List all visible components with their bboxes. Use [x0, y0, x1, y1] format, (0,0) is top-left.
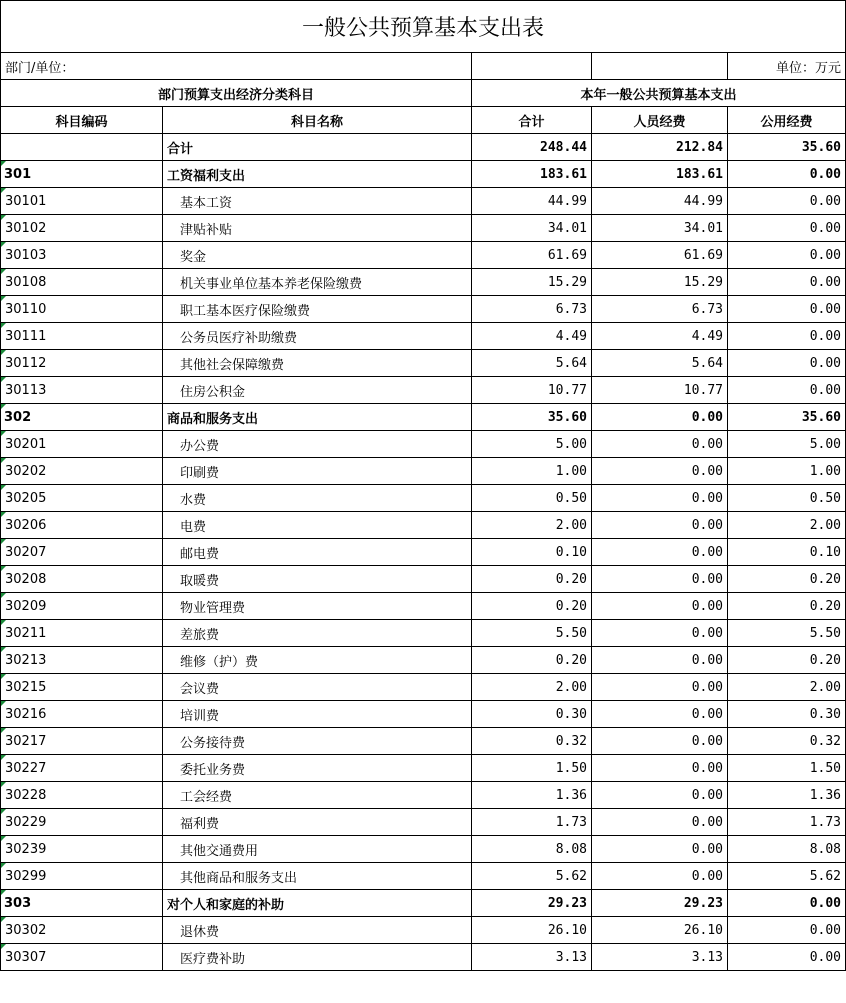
- cell-code: 30205: [1, 485, 163, 512]
- cell-total: 0.20: [472, 566, 592, 593]
- cell-public: 1.50: [728, 755, 846, 782]
- cell-personnel: 0.00: [592, 539, 728, 566]
- cell-code: 30213: [1, 647, 163, 674]
- table-row: [1, 323, 846, 350]
- page-title: 一般公共预算基本支出表: [1, 1, 846, 53]
- cell-total: 5.00: [472, 431, 592, 458]
- table-row: [1, 161, 846, 188]
- cell-public: 0.50: [728, 485, 846, 512]
- cell-total: 2.00: [472, 512, 592, 539]
- cell-personnel: 0.00: [592, 755, 728, 782]
- table-row: [1, 485, 846, 512]
- cell-personnel: 0.00: [592, 404, 728, 431]
- cell-public: 0.30: [728, 701, 846, 728]
- cell-name: 其他商品和服务支出: [163, 863, 472, 890]
- table-row: [1, 296, 846, 323]
- table-row: [1, 242, 846, 269]
- cell-code: 30110: [1, 296, 163, 323]
- cell-total: 8.08: [472, 836, 592, 863]
- cell-public: 1.00: [728, 458, 846, 485]
- cell-personnel: 6.73: [592, 296, 728, 323]
- cell-code: 30228: [1, 782, 163, 809]
- cell-public: 0.00: [728, 161, 846, 188]
- table-row: [1, 944, 846, 971]
- cell-total: 4.49: [472, 323, 592, 350]
- cell-name: 奖金: [163, 242, 472, 269]
- cell-personnel: 10.77: [592, 377, 728, 404]
- cell-code: 30209: [1, 593, 163, 620]
- table-row: [1, 620, 846, 647]
- cell-code: 30216: [1, 701, 163, 728]
- table-row: [1, 269, 846, 296]
- cell-name: 邮电费: [163, 539, 472, 566]
- cell-public: 0.00: [728, 917, 846, 944]
- cell-code: 30207: [1, 539, 163, 566]
- cell-code: 30103: [1, 242, 163, 269]
- cell-total: 0.50: [472, 485, 592, 512]
- cell-code: 302: [1, 404, 163, 431]
- cell-code: 30215: [1, 674, 163, 701]
- cell-code: 30108: [1, 269, 163, 296]
- cell-total: 2.00: [472, 674, 592, 701]
- cell-code: 30111: [1, 323, 163, 350]
- cell-total: 5.62: [472, 863, 592, 890]
- cell-name: 会议费: [163, 674, 472, 701]
- cell-personnel: 0.00: [592, 512, 728, 539]
- table-row: [1, 701, 846, 728]
- cell-public: 0.00: [728, 188, 846, 215]
- cell-total: 1.73: [472, 809, 592, 836]
- cell-total: 61.69: [472, 242, 592, 269]
- cell-total: 3.13: [472, 944, 592, 971]
- cell-code: 30307: [1, 944, 163, 971]
- cell-total: 44.99: [472, 188, 592, 215]
- cell-personnel: 0.00: [592, 458, 728, 485]
- group-header-right: 本年一般公共预算基本支出: [472, 80, 846, 107]
- cell-name: 办公费: [163, 431, 472, 458]
- cell-personnel: 212.84: [592, 134, 728, 161]
- cell-code: 30112: [1, 350, 163, 377]
- cell-total: 6.73: [472, 296, 592, 323]
- cell-total: 35.60: [472, 404, 592, 431]
- table-row: [1, 431, 846, 458]
- cell-total: 0.30: [472, 701, 592, 728]
- cell-public: 0.00: [728, 215, 846, 242]
- cell-public: 2.00: [728, 512, 846, 539]
- cell-total: 0.20: [472, 593, 592, 620]
- table-row: [1, 377, 846, 404]
- cell-public: 0.00: [728, 242, 846, 269]
- cell-personnel: 183.61: [592, 161, 728, 188]
- cell-code: 30302: [1, 917, 163, 944]
- cell-personnel: 0.00: [592, 647, 728, 674]
- cell-total: 1.36: [472, 782, 592, 809]
- cell-public: 0.00: [728, 350, 846, 377]
- cell-name: 对个人和家庭的补助: [163, 890, 472, 917]
- cell-code: 30229: [1, 809, 163, 836]
- cell-total: 0.10: [472, 539, 592, 566]
- cell-personnel: 5.64: [592, 350, 728, 377]
- column-header-name: 科目名称: [163, 107, 472, 134]
- table-row: [1, 890, 846, 917]
- cell-personnel: 15.29: [592, 269, 728, 296]
- cell-total: 34.01: [472, 215, 592, 242]
- cell-code: [1, 134, 163, 161]
- table-row: [1, 647, 846, 674]
- cell-personnel: 0.00: [592, 782, 728, 809]
- cell-code: 303: [1, 890, 163, 917]
- cell-name: 商品和服务支出: [163, 404, 472, 431]
- cell-code: 30239: [1, 836, 163, 863]
- cell-public: 5.50: [728, 620, 846, 647]
- column-header-total: 合计: [472, 107, 592, 134]
- table-row: [1, 404, 846, 431]
- group-header-left: 部门预算支出经济分类科目: [1, 80, 472, 107]
- table-row: [1, 674, 846, 701]
- unit-label: 单位：万元: [728, 53, 846, 80]
- table-row: [1, 917, 846, 944]
- cell-total: 5.64: [472, 350, 592, 377]
- cell-public: 5.62: [728, 863, 846, 890]
- cell-public: 1.73: [728, 809, 846, 836]
- cell-public: 35.60: [728, 404, 846, 431]
- table-row: [1, 755, 846, 782]
- table-row: [1, 350, 846, 377]
- cell-public: 0.00: [728, 269, 846, 296]
- cell-total: 0.32: [472, 728, 592, 755]
- table-row: [1, 566, 846, 593]
- cell-public: 5.00: [728, 431, 846, 458]
- cell-public: 0.00: [728, 323, 846, 350]
- cell-code: 30202: [1, 458, 163, 485]
- cell-name: 退休费: [163, 917, 472, 944]
- cell-public: 2.00: [728, 674, 846, 701]
- cell-personnel: 26.10: [592, 917, 728, 944]
- cell-public: 0.10: [728, 539, 846, 566]
- cell-name: 培训费: [163, 701, 472, 728]
- cell-name: 公务员医疗补助缴费: [163, 323, 472, 350]
- cell-public: 0.00: [728, 296, 846, 323]
- table-row: [1, 458, 846, 485]
- cell-public: 0.32: [728, 728, 846, 755]
- cell-code: 30113: [1, 377, 163, 404]
- table-row: [1, 728, 846, 755]
- cell-public: 0.00: [728, 377, 846, 404]
- cell-personnel: 34.01: [592, 215, 728, 242]
- column-header-code: 科目编码: [1, 107, 163, 134]
- table-row: [1, 593, 846, 620]
- cell-total: 15.29: [472, 269, 592, 296]
- cell-personnel: 0.00: [592, 485, 728, 512]
- cell-name: 印刷费: [163, 458, 472, 485]
- cell-name: 维修（护）费: [163, 647, 472, 674]
- table-row: [1, 215, 846, 242]
- table-row: [1, 134, 846, 161]
- cell-code: 30208: [1, 566, 163, 593]
- cell-public: 1.36: [728, 782, 846, 809]
- cell-name: 福利费: [163, 809, 472, 836]
- cell-public: 35.60: [728, 134, 846, 161]
- cell-name: 物业管理费: [163, 593, 472, 620]
- table-row: [1, 863, 846, 890]
- cell-name: 机关事业单位基本养老保险缴费: [163, 269, 472, 296]
- cell-personnel: 0.00: [592, 809, 728, 836]
- cell-personnel: 4.49: [592, 323, 728, 350]
- cell-name: 工会经费: [163, 782, 472, 809]
- table-row: [1, 539, 846, 566]
- cell-name: 电费: [163, 512, 472, 539]
- cell-public: 0.20: [728, 593, 846, 620]
- cell-name: 职工基本医疗保险缴费: [163, 296, 472, 323]
- table-row: [1, 836, 846, 863]
- cell-code: 30299: [1, 863, 163, 890]
- table-row: [1, 809, 846, 836]
- cell-total: 1.50: [472, 755, 592, 782]
- cell-public: 0.20: [728, 566, 846, 593]
- cell-name: 差旅费: [163, 620, 472, 647]
- cell-personnel: 29.23: [592, 890, 728, 917]
- meta-blank-cell: [592, 53, 728, 80]
- cell-code: 30101: [1, 188, 163, 215]
- cell-name: 委托业务费: [163, 755, 472, 782]
- table-row: [1, 782, 846, 809]
- cell-personnel: 0.00: [592, 863, 728, 890]
- column-header-personnel: 人员经费: [592, 107, 728, 134]
- cell-personnel: 44.99: [592, 188, 728, 215]
- cell-personnel: 0.00: [592, 701, 728, 728]
- cell-total: 26.10: [472, 917, 592, 944]
- dept-label: 部门/单位：: [1, 53, 472, 80]
- cell-name: 基本工资: [163, 188, 472, 215]
- cell-name: 合计: [163, 134, 472, 161]
- cell-personnel: 0.00: [592, 431, 728, 458]
- table-row: [1, 188, 846, 215]
- cell-total: 29.23: [472, 890, 592, 917]
- cell-name: 公务接待费: [163, 728, 472, 755]
- cell-code: 30102: [1, 215, 163, 242]
- cell-personnel: 61.69: [592, 242, 728, 269]
- cell-code: 30217: [1, 728, 163, 755]
- cell-name: 医疗费补助: [163, 944, 472, 971]
- cell-personnel: 0.00: [592, 674, 728, 701]
- cell-public: 0.20: [728, 647, 846, 674]
- cell-personnel: 0.00: [592, 620, 728, 647]
- cell-name: 水费: [163, 485, 472, 512]
- cell-total: 248.44: [472, 134, 592, 161]
- cell-public: 8.08: [728, 836, 846, 863]
- cell-public: 0.00: [728, 890, 846, 917]
- cell-total: 1.00: [472, 458, 592, 485]
- cell-total: 0.20: [472, 647, 592, 674]
- cell-personnel: 0.00: [592, 836, 728, 863]
- cell-code: 30227: [1, 755, 163, 782]
- cell-personnel: 0.00: [592, 728, 728, 755]
- cell-total: 5.50: [472, 620, 592, 647]
- cell-code: 30206: [1, 512, 163, 539]
- cell-name: 其他社会保障缴费: [163, 350, 472, 377]
- table-row: [1, 512, 846, 539]
- cell-name: 津贴补贴: [163, 215, 472, 242]
- cell-public: 0.00: [728, 944, 846, 971]
- cell-total: 183.61: [472, 161, 592, 188]
- cell-code: 30211: [1, 620, 163, 647]
- cell-total: 10.77: [472, 377, 592, 404]
- cell-name: 住房公积金: [163, 377, 472, 404]
- cell-name: 其他交通费用: [163, 836, 472, 863]
- cell-code: 30201: [1, 431, 163, 458]
- cell-personnel: 0.00: [592, 566, 728, 593]
- cell-code: 301: [1, 161, 163, 188]
- cell-personnel: 0.00: [592, 593, 728, 620]
- meta-blank-cell: [472, 53, 592, 80]
- cell-personnel: 3.13: [592, 944, 728, 971]
- cell-name: 工资福利支出: [163, 161, 472, 188]
- column-header-public: 公用经费: [728, 107, 846, 134]
- cell-name: 取暖费: [163, 566, 472, 593]
